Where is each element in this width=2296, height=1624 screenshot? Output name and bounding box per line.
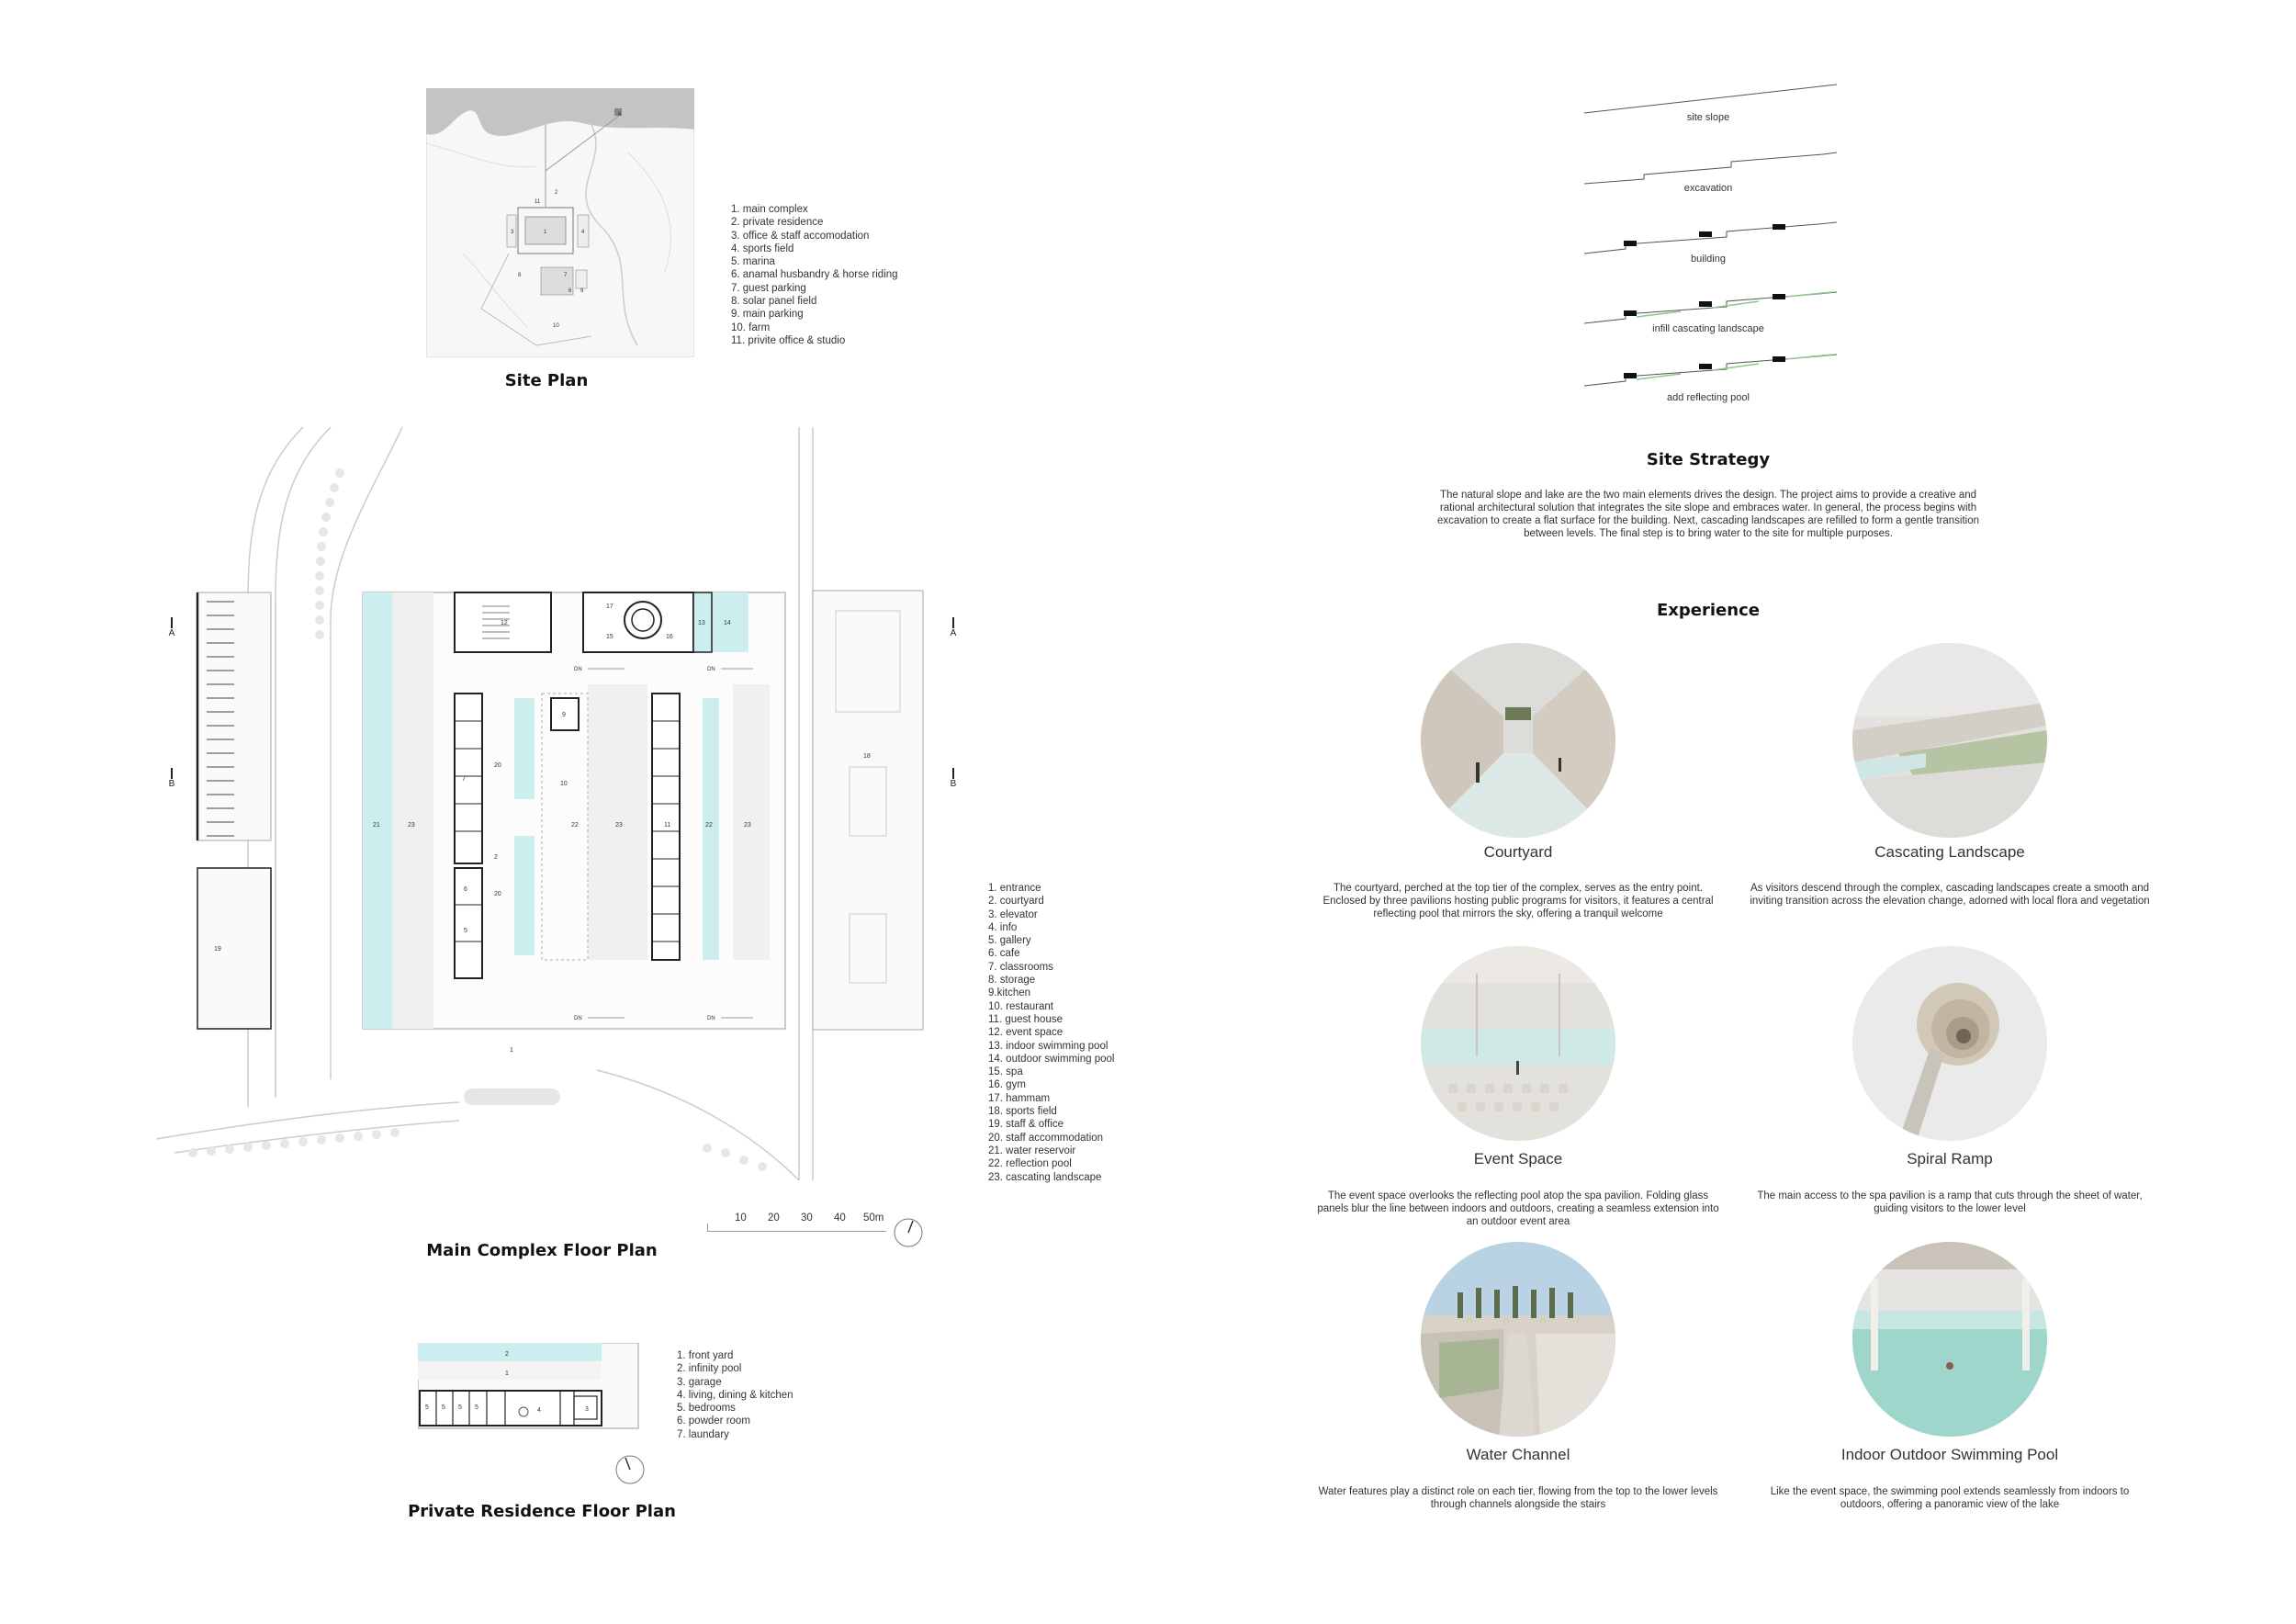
main-complex-floor-plan (156, 418, 964, 1208)
experience-text: The courtyard, perched at the top tier of the complex, serves as the entry point. Enclosed by three pavilions hosting public programs for visitors, it features a central reflecting pool that mirrors the sky, offering a tranquil welcome (1322, 883, 1714, 919)
legend-item: 2. infinity pool (677, 1363, 742, 1375)
svg-text:11: 11 (535, 199, 541, 205)
dn-label: DN (707, 667, 715, 672)
event-space-image (1421, 946, 1615, 1141)
site-strategy-title: Site Strategy (1646, 450, 1771, 469)
svg-text:5: 5 (475, 1404, 478, 1411)
legend-item: 7. guest parking (731, 282, 806, 294)
svg-text:5: 5 (458, 1404, 462, 1411)
experience-label: Event Space (1473, 1150, 1563, 1167)
legend-item: 11. privite office & studio (731, 334, 846, 346)
svg-text:22: 22 (705, 822, 713, 829)
svg-text:23: 23 (744, 822, 751, 829)
experience-title: Experience (1657, 601, 1760, 620)
legend-item: 8. solar panel field (731, 296, 817, 308)
scale-bar (707, 1212, 891, 1240)
legend-item: 16. gym (988, 1079, 1026, 1091)
svg-text:23: 23 (615, 822, 623, 829)
site-strategy-diagram (1580, 83, 1846, 413)
main-complex-legend (988, 882, 1114, 1184)
section-mark-b-right: B (947, 768, 960, 789)
courtyard-image (1421, 643, 1615, 838)
section-mark-a-left: A (165, 617, 178, 638)
legend-item: 6. anamal husbandry & horse riding (731, 269, 898, 281)
legend-item: 13. indoor swimming pool (988, 1040, 1109, 1052)
experience-label: Courtyard (1483, 843, 1553, 861)
legend-item: 2. private residence (731, 217, 824, 229)
legend-item: 7. laundary (677, 1428, 729, 1440)
legend-item: 4. sports field (731, 242, 794, 254)
svg-text:10: 10 (560, 781, 568, 787)
svg-text:9: 9 (562, 712, 566, 718)
legend-item: 19. staff & office (988, 1119, 1064, 1131)
legend-item: 20. staff accommodation (988, 1132, 1104, 1144)
svg-text:17: 17 (606, 603, 613, 610)
experience-text: The event space overlooks the reflecting pool atop the spa pavilion. Folding glass panels blur the line between indoors and outdoors, creating a seamless extension into an outdoor event area (1317, 1190, 1719, 1227)
cascading-landscape-image (1852, 643, 2047, 838)
legend-item: 2. courtyard (988, 896, 1044, 908)
legend-item: 15. spa (988, 1066, 1023, 1078)
section-mark-a-right: A (947, 617, 960, 638)
north-arrow-icon (893, 1217, 924, 1253)
svg-text:14: 14 (724, 620, 731, 626)
legend-item: 11. guest house (988, 1013, 1063, 1025)
svg-text:2: 2 (505, 1351, 509, 1358)
swimming-pool-image (1852, 1242, 2047, 1437)
svg-text:18: 18 (863, 753, 871, 760)
legend-item: 9. main parking (731, 309, 804, 321)
strategy-step-label: excavation (1683, 183, 1733, 194)
svg-text:9: 9 (580, 288, 584, 294)
legend-item: 17. hammam (988, 1092, 1051, 1104)
svg-text:3: 3 (511, 230, 514, 235)
svg-text:23: 23 (408, 822, 415, 829)
svg-text:4: 4 (581, 230, 585, 235)
legend-item: 18. sports field (988, 1106, 1057, 1118)
svg-text:16: 16 (666, 634, 673, 640)
legend-item: 10. farm (731, 321, 771, 333)
legend-item: 3. elevator (988, 908, 1038, 920)
legend-item: 14. outdoor swimming pool (988, 1053, 1115, 1065)
svg-text:5: 5 (442, 1404, 445, 1411)
svg-text:1: 1 (510, 1047, 513, 1054)
experience-label: Indoor Outdoor Swimming Pool (1840, 1446, 2059, 1463)
strategy-step-label: site slope (1686, 112, 1730, 123)
svg-text:5: 5 (425, 1404, 429, 1411)
private-residence-floor-plan (418, 1343, 643, 1430)
legend-item: 1. front yard (677, 1350, 734, 1361)
experience-text: Water features play a distinct role on each tier, flowing from the top to the lower levels through channels alongside the stairs (1318, 1486, 1718, 1510)
legend-item: 7. classrooms (988, 961, 1053, 973)
north-arrow-icon (614, 1454, 646, 1490)
svg-text:6: 6 (464, 886, 467, 893)
experience-label: Spiral Ramp (1907, 1150, 1993, 1167)
svg-text:13: 13 (698, 620, 705, 626)
svg-text:10: 10 (553, 323, 559, 329)
legend-item: 21. water reservoir (988, 1145, 1076, 1156)
legend-item: 6. cafe (988, 948, 1020, 960)
experience-text: The main access to the spa pavilion is a ramp that cuts through the sheet of water, guiding visitors to the lower level (1757, 1190, 2143, 1214)
svg-text:19: 19 (214, 946, 221, 953)
experience-text: As visitors descend through the complex, cascading landscapes create a smooth and inviting transition across the elevation change, adorned with local flora and vegetation (1750, 883, 2150, 907)
svg-text:3: 3 (585, 1406, 589, 1413)
dn-label: DN (707, 1016, 715, 1021)
water-channel-image (1421, 1242, 1615, 1437)
legend-item: 8. storage (988, 975, 1036, 987)
strategy-step-label: infill cascating landscape (1652, 323, 1764, 334)
legend-item: 1. main complex (731, 204, 808, 215)
legend-item: 4. living, dining & kitchen (677, 1389, 793, 1401)
scale-label: 20 (768, 1212, 780, 1224)
legend-item: 10. restaurant (988, 1000, 1053, 1012)
experience-label: Water Channel (1466, 1446, 1570, 1463)
site-plan-title: Site Plan (504, 371, 589, 390)
site-plan-legend (731, 203, 898, 347)
strategy-step-label: building (1691, 254, 1726, 265)
strategy-step-label: add reflecting pool (1667, 392, 1750, 403)
svg-text:2: 2 (494, 854, 498, 861)
legend-item: 6. powder room (677, 1415, 750, 1427)
legend-item: 1. entrance (988, 883, 1041, 894)
legend-item: 9.kitchen (988, 987, 1031, 999)
svg-text:20: 20 (494, 762, 501, 769)
svg-text:11: 11 (664, 822, 671, 829)
legend-item: 22. reflection pool (988, 1158, 1072, 1170)
scale-label: 30 (801, 1212, 813, 1224)
legend-item: 23. cascating landscape (988, 1171, 1102, 1183)
scale-label: 50m (863, 1212, 884, 1224)
svg-text:22: 22 (571, 822, 579, 829)
svg-text:21: 21 (373, 822, 380, 829)
site-strategy-description: The natural slope and lake are the two main elements drives the design. The project aims to provide a creative and rational architectural solution that integrates the site slope and embraces water. In general, the process begins with excavation to create a flat surface for the building. Next, cascading landscapes are refilled to form a gentle transition between levels. The final step is to bring water to the site for multiple purposes. (1436, 490, 1980, 539)
svg-text:6: 6 (618, 112, 622, 118)
dn-label: DN (574, 667, 582, 672)
legend-item: 12. event space (988, 1027, 1064, 1039)
svg-text:12: 12 (501, 620, 508, 626)
private-residence-title: Private Residence Floor Plan (408, 1502, 676, 1521)
scale-label: 40 (834, 1212, 846, 1224)
svg-text:5: 5 (464, 928, 467, 934)
main-complex-title: Main Complex Floor Plan (426, 1241, 658, 1260)
svg-text:7: 7 (564, 273, 568, 278)
legend-item: 4. info (988, 921, 1018, 933)
legend-item: 5. marina (731, 256, 775, 268)
legend-item: 5. gallery (988, 935, 1031, 947)
svg-text:15: 15 (606, 634, 613, 640)
svg-text:20: 20 (494, 891, 501, 897)
site-plan-drawing (426, 88, 694, 357)
svg-text:7: 7 (462, 776, 466, 783)
svg-text:1: 1 (505, 1370, 509, 1377)
section-mark-b-left: B (165, 768, 178, 789)
svg-text:2: 2 (555, 190, 558, 196)
svg-text:4: 4 (537, 1407, 541, 1414)
experience-label: Cascating Landscape (1874, 843, 2025, 861)
spiral-ramp-image (1852, 946, 2047, 1141)
svg-text:6: 6 (568, 288, 572, 294)
dn-label: DN (574, 1016, 582, 1021)
experience-text: Like the event space, the swimming pool extends seamlessly from indoors to outdoors, offering a panoramic view of the lake (1770, 1486, 2130, 1510)
svg-text:1: 1 (544, 230, 547, 235)
scale-label: 10 (735, 1212, 747, 1224)
svg-text:8: 8 (518, 273, 522, 278)
private-residence-legend (677, 1349, 793, 1441)
legend-item: 3. office & staff accomodation (731, 230, 870, 242)
legend-item: 3. garage (677, 1376, 722, 1388)
legend-item: 5. bedrooms (677, 1403, 736, 1415)
